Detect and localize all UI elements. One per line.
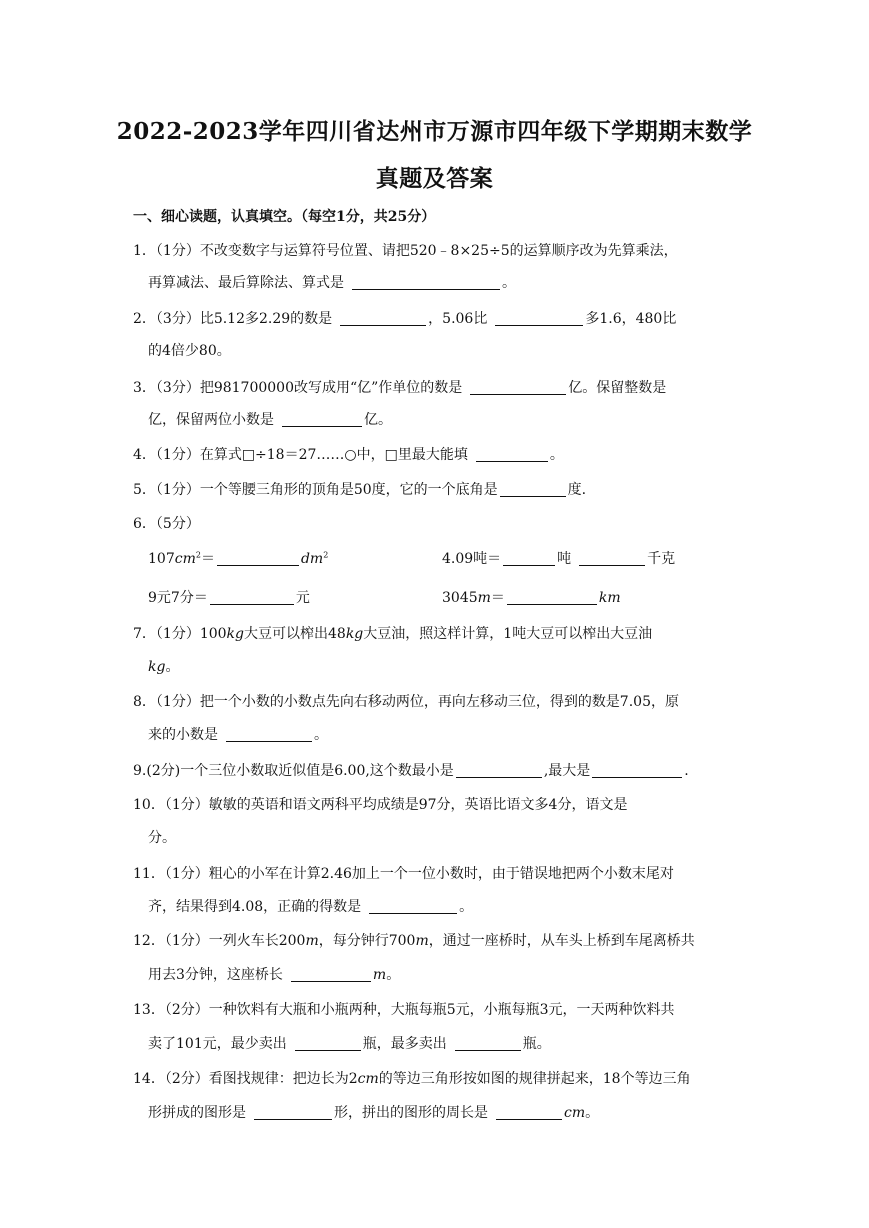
question-14-line2: 形拼成的图形是 形，拼出的图形的周长是 cm。 [148, 1105, 600, 1121]
answer-blank[interactable] [470, 380, 566, 395]
question-6-money-conversion: 9元7分＝ 元 [148, 590, 310, 606]
answer-blank[interactable] [226, 727, 312, 742]
answer-blank[interactable] [503, 551, 555, 566]
answer-blank[interactable] [340, 311, 426, 326]
question-6-area-conversion: $107cm^2= dm^2$ [148, 550, 329, 567]
answer-blank[interactable] [500, 482, 566, 497]
answer-blank[interactable] [210, 590, 294, 605]
question-2-line1: 2．（3分）比5.12多2.29的数是 ，5.06比 多1.6，480比 [133, 311, 677, 327]
question-7-line2: kg。 [148, 659, 180, 675]
answer-blank[interactable] [592, 763, 682, 778]
answer-blank[interactable] [579, 551, 645, 566]
question-13-line1: 13．（2分）一种饮料有大瓶和小瓶两种，大瓶每瓶5元，小瓶每瓶3元，一天两种饮料共 [133, 1002, 675, 1018]
question-11-line2: 齐，结果得到4.08，正确的得数是 。 [148, 899, 474, 915]
question-9: 9.(2分)一个三位小数取近似值是6.00,这个数最小是 ,最大是 . [133, 763, 689, 779]
answer-blank[interactable] [369, 899, 457, 914]
question-11-line1: 11．（1分）粗心的小军在计算2.46加上一个一位小数时，由于错误地把两个小数末尾对 [133, 866, 674, 882]
question-7-line1: 7．（1分）100kg大豆可以榨出48kg大豆油，照这样计算，1吨大豆可以榨出大豆油 [133, 626, 653, 642]
section-heading: 一、细心读题，认真填空。（每空1分，共25分） [133, 209, 436, 225]
answer-blank[interactable] [455, 1036, 521, 1051]
question-4: 4．（1分）在算式□÷18＝27……○中，□里最大能填 。 [133, 447, 564, 463]
answer-blank[interactable] [495, 311, 583, 326]
answer-blank[interactable] [254, 1105, 332, 1120]
question-3-line1: 3．（3分）把981700000改写成用“亿”作单位的数是 亿。保留整数是 [133, 380, 667, 396]
question-12-line1: 12．（1分）一列火车长200m，每分钟行700m，通过一座桥时，从车头上桥到车尾离桥共 [133, 933, 695, 949]
answer-blank[interactable] [295, 1036, 361, 1051]
question-10-line2: 分。 [148, 830, 176, 846]
question-2-line2: 的4倍少80。 [148, 343, 231, 359]
answer-blank[interactable] [456, 763, 542, 778]
question-8-line1: 8．（1分）把一个小数的小数点先向右移动两位，再向左移动三位，得到的数是7.05，原 [133, 694, 679, 710]
question-6-mass-conversion: 4.09吨＝ 吨 千克 [442, 551, 676, 567]
question-13-line2: 卖了101元，最少卖出 瓶，最多卖出 瓶。 [148, 1036, 551, 1052]
answer-blank[interactable] [217, 551, 299, 566]
answer-blank[interactable] [496, 1105, 562, 1120]
answer-blank[interactable] [507, 590, 597, 605]
answer-blank[interactable] [291, 967, 371, 982]
question-5: 5．（1分）一个等腰三角形的顶角是50度，它的一个底角是 度. [133, 482, 587, 498]
question-6-length-conversion: 3045m＝ km [442, 590, 621, 606]
question-12-line2: 用去3分钟，这座桥长 m。 [148, 967, 401, 983]
question-6: 6．（5分） [133, 516, 200, 532]
answer-blank[interactable] [476, 447, 548, 462]
question-10-line1: 10．（1分）敏敏的英语和语文两科平均成绩是97分，英语比语文多4分，语文是 [133, 797, 628, 813]
answer-blank[interactable] [352, 275, 500, 290]
document-title-line2: 真题及答案 [375, 165, 494, 192]
question-14-line1: 14．（2分）看图找规律：把边长为2cm的等边三角形按如图的规律拼起来，18个等边三角 [133, 1071, 691, 1087]
question-3-line2: 亿，保留两位小数是 亿。 [148, 412, 392, 428]
question-8-line2: 来的小数是 。 [148, 727, 328, 743]
question-1-line2: 再算减法、最后算除法、算式是 。 [148, 275, 516, 291]
document-title-line1: 2022-2023学年四川省达州市万源市四年级下学期期末数学 [116, 118, 753, 145]
question-1-line1: 1．（1分）不改变数字与运算符号位置、请把520﹣8×25÷5的运算顺序改为先算乘法， [133, 243, 678, 259]
answer-blank[interactable] [282, 412, 362, 427]
